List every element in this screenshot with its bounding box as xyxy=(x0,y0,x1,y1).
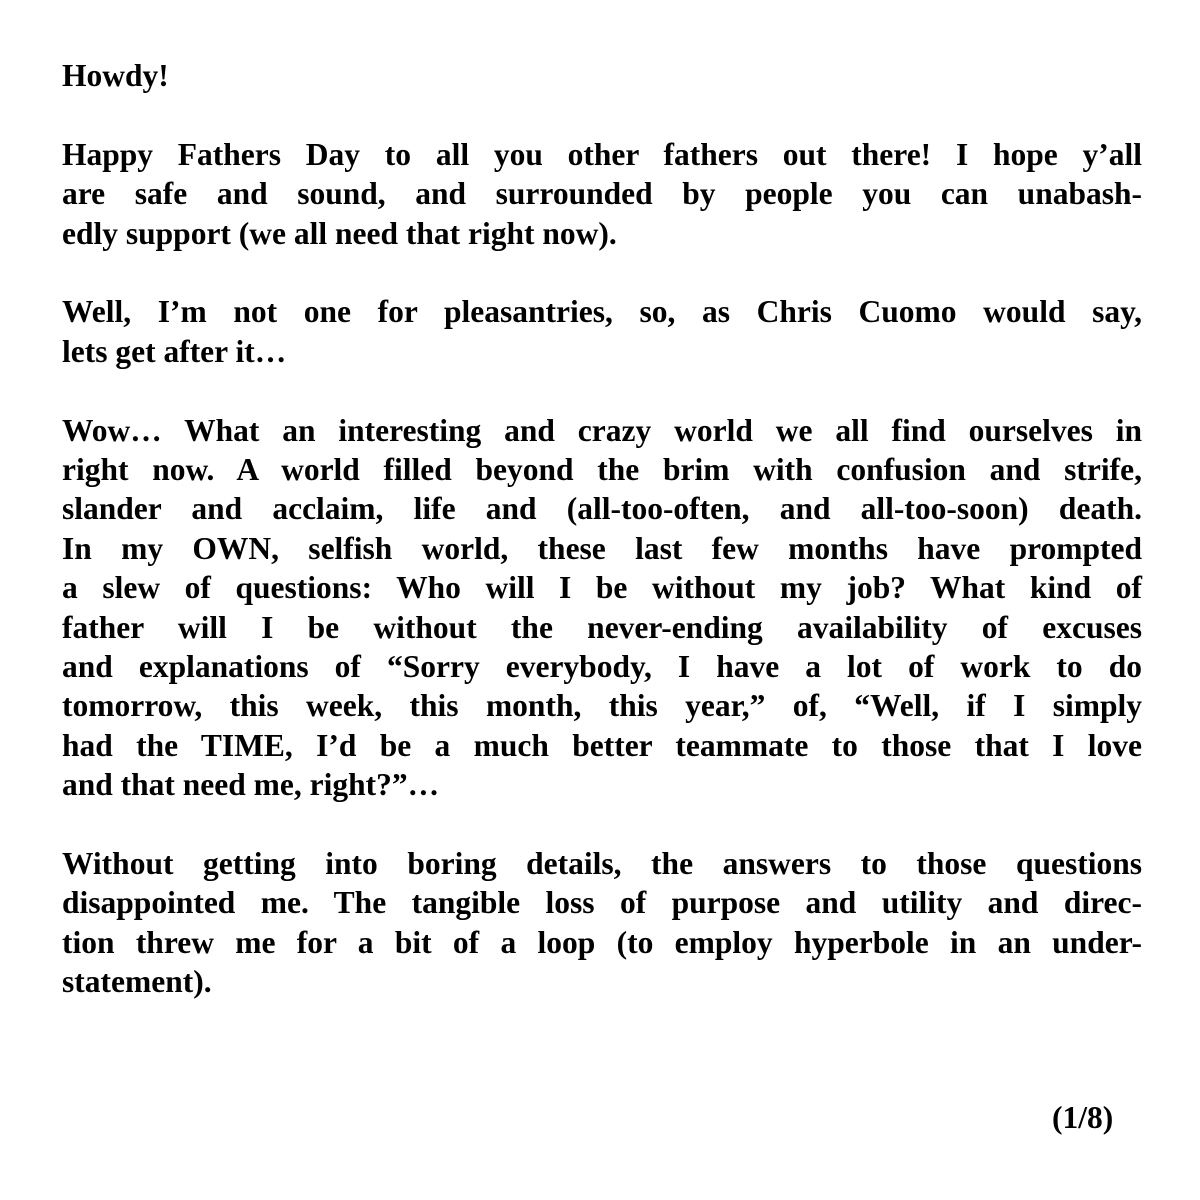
paragraph-3-line: a slew of questions: Who will I be without my job? What kind of xyxy=(62,570,1142,606)
paragraph-1-line: edly support (we all need that right now). xyxy=(62,215,617,251)
paragraph-1-line: Happy Fathers Day to all you other fathers out there! I hope y’all xyxy=(62,136,1142,172)
paragraph-4-line: Without getting into boring details, the answers to those questions xyxy=(62,846,1142,882)
greeting xyxy=(62,56,1142,95)
paragraph-3-line: slander and acclaim, life and (all-too-often, and all-too-soon) death. xyxy=(62,491,1142,527)
paragraph-3-line: and explanations of “Sorry everybody, I have a lot of work to do xyxy=(62,649,1142,685)
paragraph-1-line: are safe and sound, and surrounded by people you can unabash- xyxy=(62,176,1142,212)
paragraph-3-line: and that need me, right?”… xyxy=(62,767,440,803)
paragraph-4-line: statement). xyxy=(62,964,212,1000)
page-number: (1/8) xyxy=(1052,1100,1114,1135)
paragraph-4-line: disappointed me. The tangible loss of purpose and utility and direc- xyxy=(62,885,1142,921)
paragraph-4-line: tion threw me for a bit of a loop (to employ hyperbole in an under- xyxy=(62,924,1142,960)
paragraph-3-line: Wow… What an interesting and crazy world we all find ourselves in xyxy=(62,412,1142,448)
paragraph-2 xyxy=(62,292,1142,371)
paragraph-3-line: tomorrow, this week, this month, this year,” of, “Well, if I simply xyxy=(62,688,1142,724)
greeting-text: Howdy! xyxy=(62,58,169,93)
paragraph-3-line: father will I be without the never-ending availability of excuses xyxy=(62,609,1142,645)
letter-page xyxy=(62,56,1142,1041)
paragraph-1 xyxy=(62,135,1142,253)
paragraph-3 xyxy=(62,411,1142,805)
paragraph-3-line: In my OWN, selfish world, these last few months have prompted xyxy=(62,530,1142,566)
paragraph-2-line: Well, I’m not one for pleasantries, so, as Chris Cuomo would say, xyxy=(62,294,1142,330)
paragraph-4 xyxy=(62,844,1142,1002)
paragraph-3-line: had the TIME, I’d be a much better teammate to those that I love xyxy=(62,727,1142,763)
paragraph-2-line: lets get after it… xyxy=(62,333,287,369)
paragraph-3-line: right now. A world filled beyond the brim with confusion and strife, xyxy=(62,452,1142,488)
